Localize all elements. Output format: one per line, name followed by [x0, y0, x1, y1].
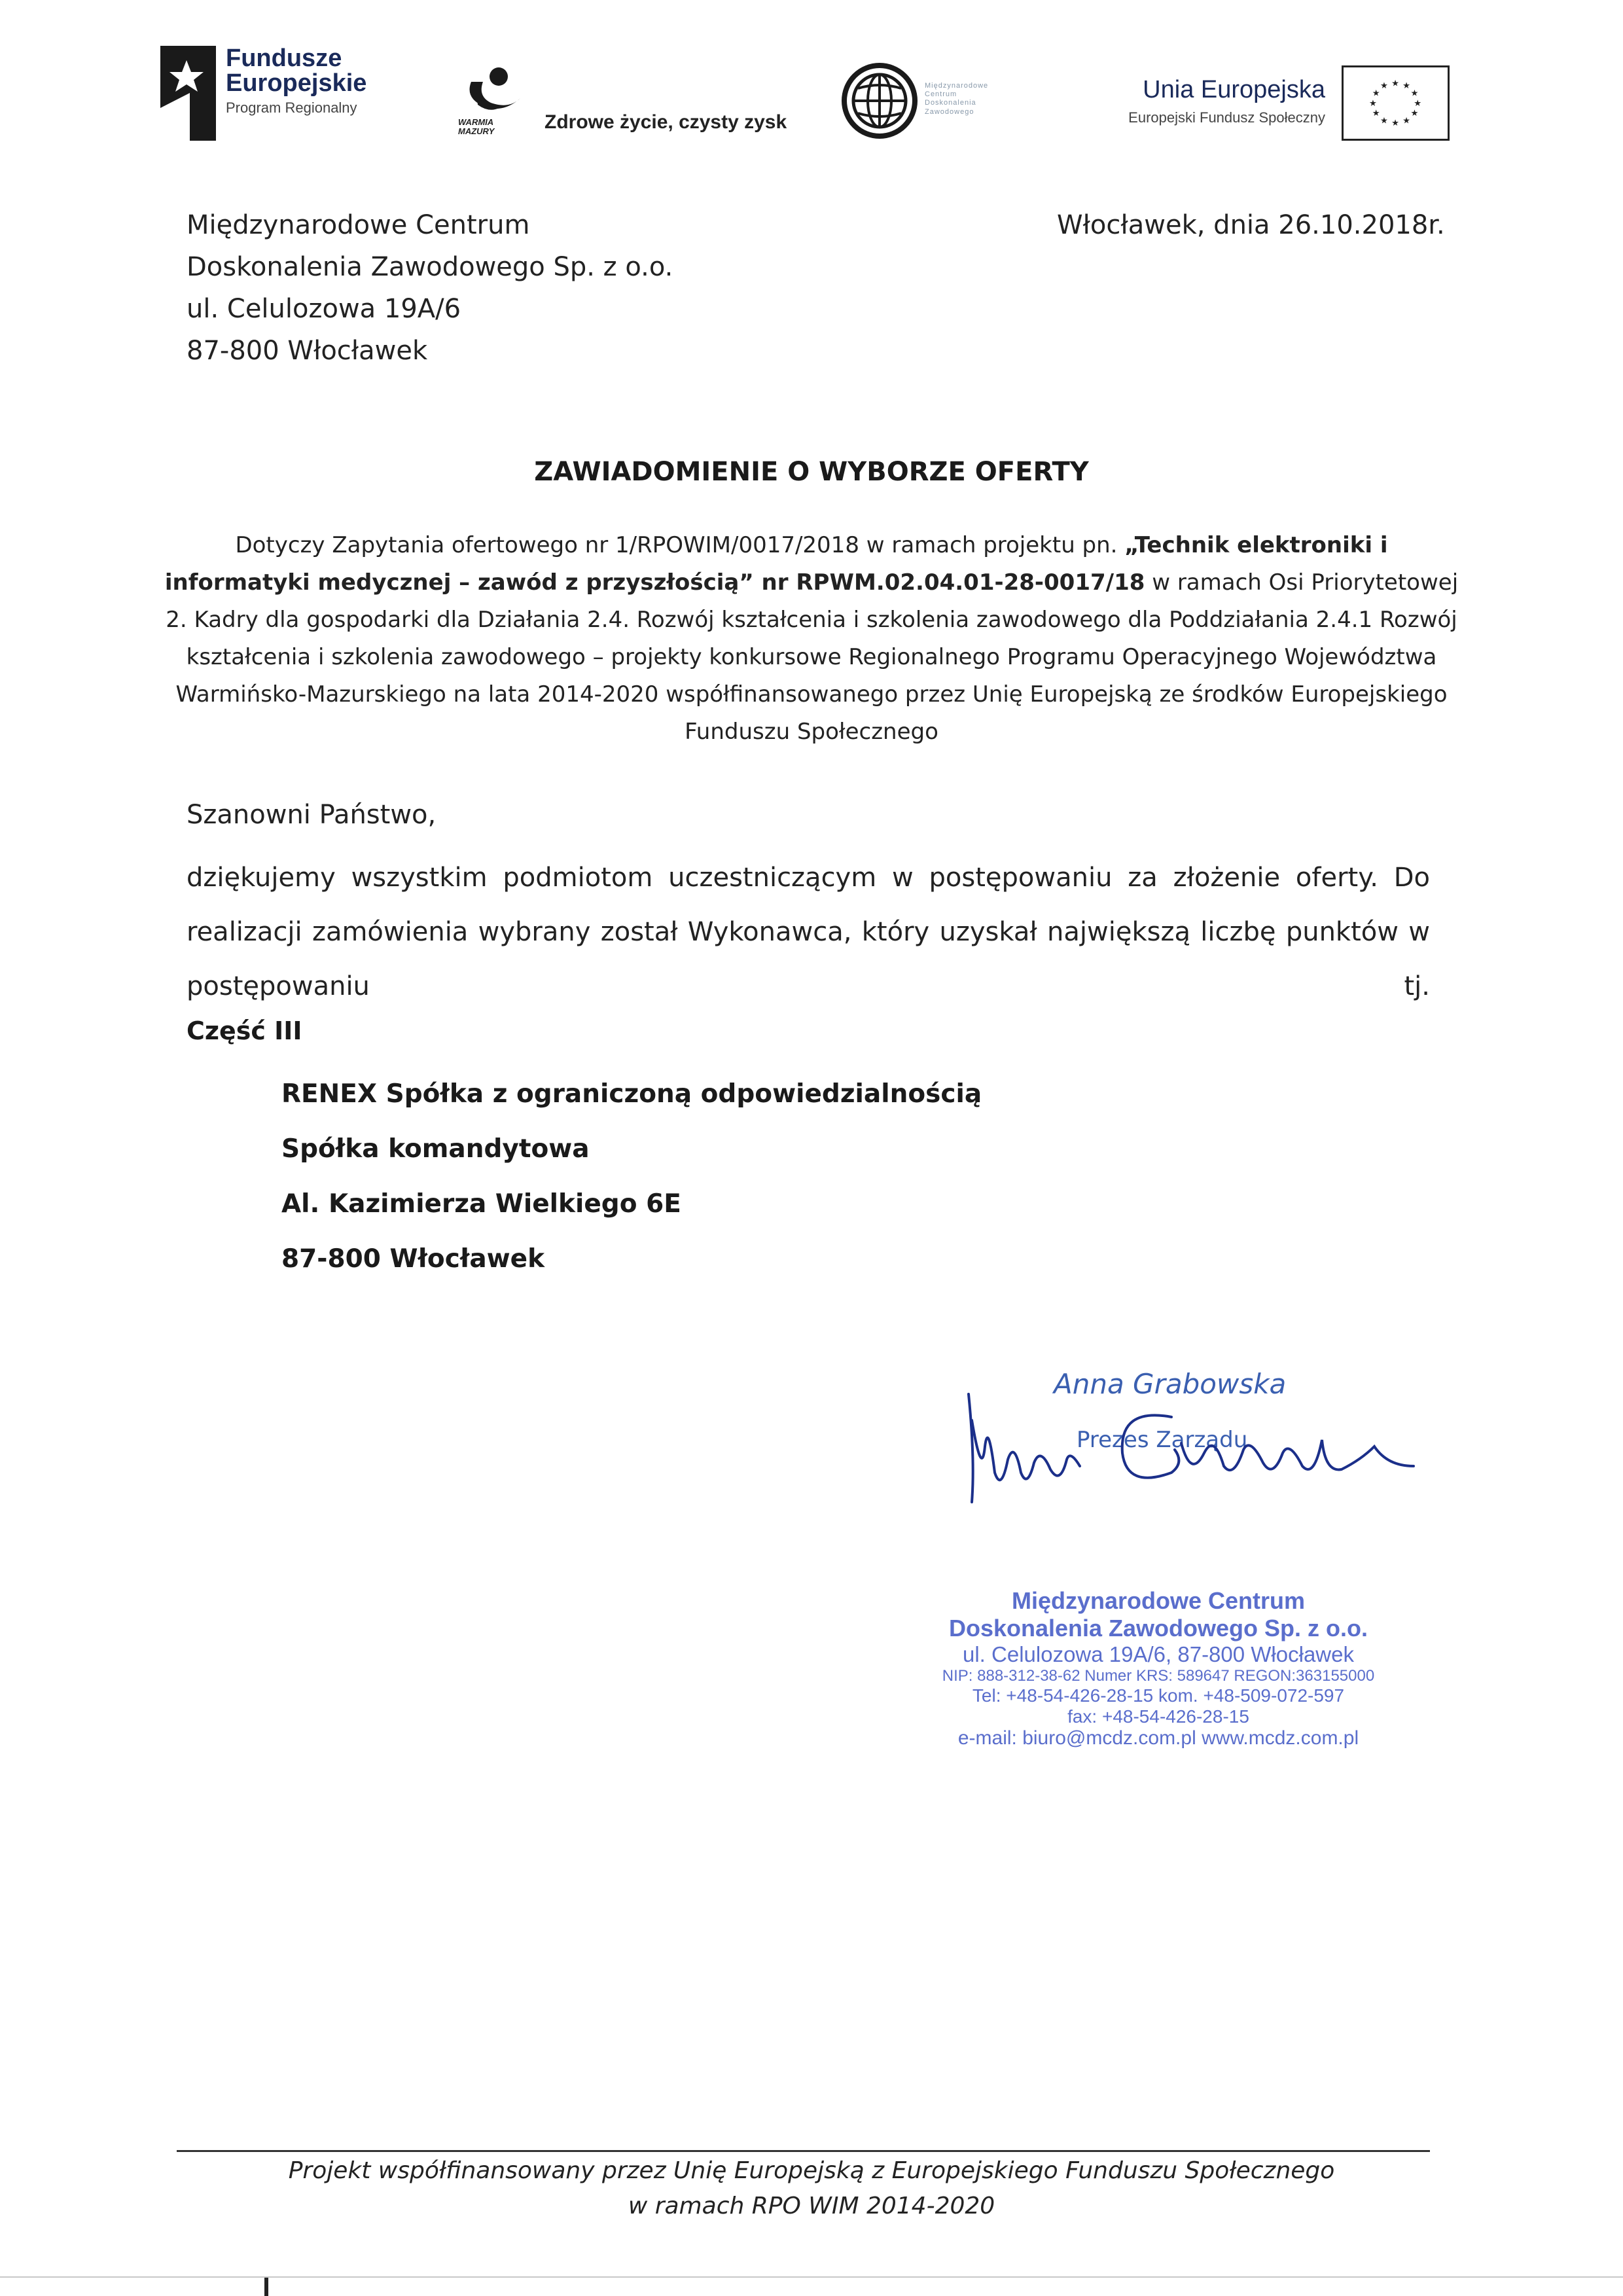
footer-line1: Projekt współfinansowany przez Unię Europejską z Europejskiego Funduszu Społecznego — [288, 2157, 1335, 2184]
sender-line1: Międzynarodowe Centrum — [187, 210, 530, 240]
selected-contractor — [281, 1067, 982, 1287]
scan-edge-line — [0, 2276, 1623, 2278]
sender-line4: 87-800 Włocławek — [187, 336, 428, 366]
greeting: Szanowni Państwo, — [187, 800, 437, 830]
stamp-line5: Tel: +48-54-426-28-15 kom. +48-509-072-597 — [972, 1685, 1345, 1706]
globe-icon — [841, 62, 918, 139]
scan-edge-mark — [264, 2278, 268, 2296]
document-title: ZAWIADOMIENIE O WYBORZE OFERTY — [534, 457, 1089, 487]
signature-role-stamp: Prezes Zarządu — [1077, 1427, 1248, 1453]
subject-text-2: w ramach Osi Priorytetowej 2. Kadry dla gospodarki dla Działania 2.4. Rozwój kształcenia i szkolenia zawodowego dla Poddziałania 2.4.1 Rozwój kształcenia i szkolenia zawodowego – projekty konkursowe Regionalnego Programu Operacyjnego Województwa Warmińsko-Mazurskiego na lata 2014-2020 współfinansowanego przez Unię Europejską ze środków Europejskiego Funduszu Społecznego — [166, 569, 1459, 745]
stamp-line6: fax: +48-54-426-28-15 — [1067, 1706, 1249, 1727]
contractor-line2: Spółka komandytowa — [281, 1134, 590, 1164]
subject-project-name: „Technik elektroniki i informatyki medycznej – zawód z przyszłością” nr RPWM.02.04.01-28-0017/18 — [164, 532, 1388, 596]
letter-date: Włocławek, dnia 26.10.2018r. — [1057, 210, 1445, 240]
svg-text:★: ★ — [1380, 116, 1388, 126]
svg-text:★: ★ — [1402, 81, 1411, 92]
contractor-line1: RENEX Spółka z ograniczoną odpowiedzialnością — [281, 1079, 982, 1109]
part-heading: Część III — [187, 1016, 302, 1045]
mcdz-logo — [841, 62, 1057, 144]
fundusze-europejskie-emblem-icon — [160, 46, 216, 141]
subject-text-1: Dotyczy Zapytania ofertowego nr 1/RPOWIM/0017/2018 w ramach projektu pn. — [235, 532, 1125, 558]
sender-line3: ul. Celulozowa 19A/6 — [187, 294, 461, 324]
contractor-line4: 87-800 Włocławek — [281, 1244, 545, 1274]
body-paragraph: dziękujemy wszystkim podmiotom uczestniczącym w postępowaniu za złożenie oferty. Do realizacji zamówienia wybrany został Wykonawca, który uzyskał największą liczbę punktów w postępowaniu tj. — [187, 863, 1430, 1001]
svg-text:★: ★ — [1402, 116, 1411, 126]
company-stamp — [929, 1587, 1387, 1749]
signature-name-stamp: Anna Grabowska — [1054, 1368, 1287, 1400]
svg-text:★: ★ — [1368, 98, 1377, 109]
stamp-line7: e-mail: biuro@mcdz.com.pl www.mcdz.com.pl — [957, 1727, 1359, 1749]
svg-text:★: ★ — [1391, 79, 1399, 89]
svg-text:★: ★ — [1414, 98, 1422, 109]
svg-text:★: ★ — [1372, 108, 1380, 118]
svg-text:★: ★ — [1380, 81, 1388, 92]
stamp-line2: Doskonalenia Zawodowego Sp. z o.o. — [948, 1615, 1368, 1641]
handwritten-signature — [955, 1381, 1427, 1512]
stamp-line1: Międzynarodowe Centrum — [1011, 1587, 1306, 1614]
sender-address — [187, 204, 673, 372]
wm-logo-sub2: MAZURY — [458, 126, 495, 136]
warmia-mazury-logo — [455, 62, 808, 144]
footer-note — [0, 2153, 1623, 2224]
stamp-line3: ul. Celulozowa 19A/6, 87-800 Włocławek — [963, 1642, 1354, 1666]
svg-text:★: ★ — [1410, 88, 1419, 99]
mc-logo-line2: Centrum — [925, 90, 957, 99]
fe-logo-line1: Fundusze — [226, 45, 342, 72]
wm-logo-slogan: Zdrowe życie, czysty zysk — [544, 111, 787, 133]
sender-line2: Doskonalenia Zawodowego Sp. z o.o. — [187, 252, 673, 282]
mc-logo-line1: Międzynarodowe — [925, 82, 989, 90]
svg-text:★: ★ — [1410, 108, 1419, 118]
ue-logo-line2: Europejski Fundusz Społeczny — [1128, 109, 1325, 126]
subject-paragraph — [164, 527, 1459, 751]
svg-text:★: ★ — [1372, 88, 1380, 99]
mc-logo-line3: Doskonalenia — [925, 99, 976, 107]
footer-line2: w ramach RPO WIM 2014-2020 — [628, 2193, 995, 2219]
fe-logo-line3: Program Regionalny — [226, 99, 357, 116]
eu-flag-icon — [1342, 65, 1450, 141]
ue-logo-line1: Unia Europejska — [1143, 76, 1325, 103]
unia-europejska-logo — [1067, 65, 1450, 144]
fe-logo-line2: Europejskie — [226, 69, 367, 97]
footer-divider — [177, 2150, 1430, 2152]
contractor-line3: Al. Kazimierza Wielkiego 6E — [281, 1189, 681, 1219]
fundusze-europejskie-logo — [160, 46, 409, 144]
wm-logo-sub1: WARMIA — [458, 117, 494, 127]
stamp-line4: NIP: 888-312-38-62 Numer KRS: 589647 REGON:363155000 — [942, 1667, 1375, 1685]
mc-logo-line4: Zawodowego — [925, 107, 974, 116]
svg-text:★: ★ — [1391, 118, 1399, 129]
